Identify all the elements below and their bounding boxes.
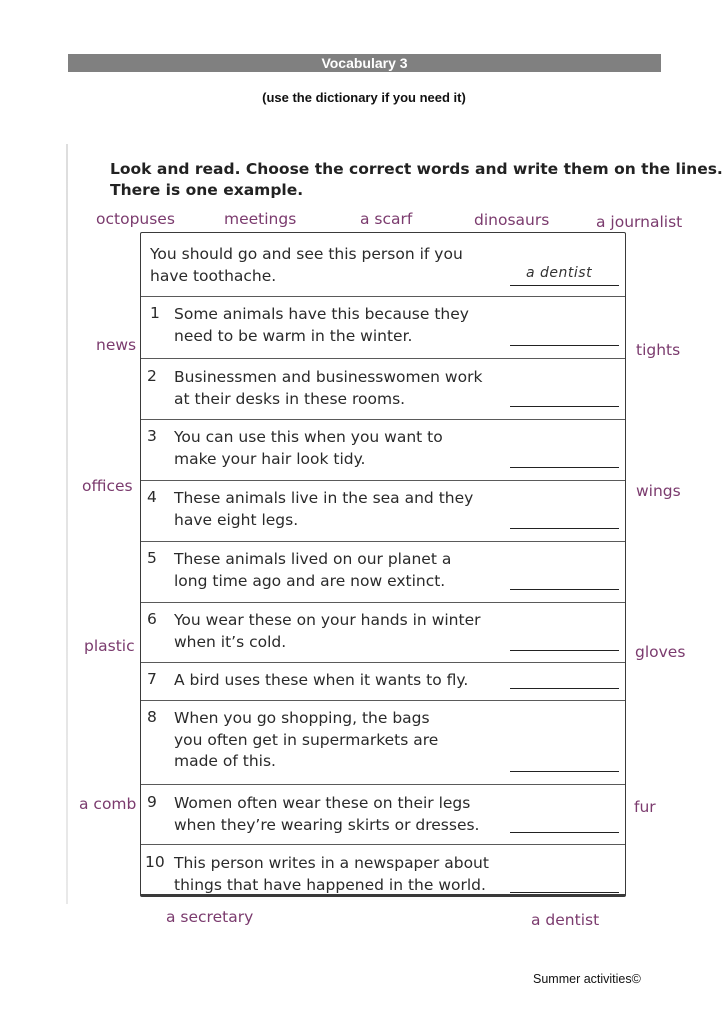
question-number: 6 <box>147 610 157 628</box>
row-divider <box>141 358 625 359</box>
example-answer-line <box>510 285 619 286</box>
word-bank-item: a secretary <box>166 908 254 926</box>
example-answer: a dentist <box>526 265 593 281</box>
answer-line[interactable] <box>510 832 619 833</box>
word-bank-item: gloves <box>635 643 686 661</box>
row-divider <box>141 541 625 542</box>
word-bank-item: octopuses <box>96 210 175 228</box>
word-bank-item: plastic <box>84 637 135 655</box>
instruction-line-2: There is one example. <box>110 181 304 199</box>
question-number: 8 <box>147 708 157 726</box>
word-bank-item: news <box>96 336 137 354</box>
question-text: These animals lived on our planet a long time ago and are now extinct. <box>174 550 452 590</box>
question-text: Women often wear these on their legs when they’re wearing skirts or dresses. <box>174 794 480 834</box>
question-text: Some animals have this because they need to be warm in the winter. <box>174 305 469 345</box>
answer-line[interactable] <box>510 771 619 772</box>
question-number: 10 <box>145 853 165 871</box>
question-number: 5 <box>147 549 157 567</box>
page-title: Vocabulary 3 <box>68 54 661 72</box>
row-divider <box>141 784 625 785</box>
question-number: 2 <box>147 367 157 385</box>
word-bank-item: a scarf <box>360 210 413 228</box>
row-divider <box>141 602 625 603</box>
question-text: When you go shopping, the bags you often get in supermarkets are made of this. <box>174 709 439 770</box>
answer-line[interactable] <box>510 406 619 407</box>
question-number: 3 <box>147 427 157 445</box>
question-text: Businessmen and businesswomen work at their desks in these rooms. <box>174 368 483 408</box>
question-number: 1 <box>150 304 160 322</box>
question-number: 7 <box>147 670 157 688</box>
question-text: You can use this when you want to make your hair look tidy. <box>174 428 443 468</box>
word-bank-item: a journalist <box>596 213 683 231</box>
question-text: These animals live in the sea and they have eight legs. <box>174 489 474 529</box>
row-divider <box>141 419 625 420</box>
word-bank-item: wings <box>636 482 681 500</box>
answer-line[interactable] <box>510 688 619 689</box>
example-question: You should go and see this person if you have toothache. <box>150 245 463 285</box>
word-bank-item: offices <box>82 477 133 495</box>
question-number: 9 <box>147 793 157 811</box>
word-bank-item: a comb <box>79 795 137 813</box>
row-divider <box>141 662 625 663</box>
row-divider <box>141 844 625 845</box>
answer-line[interactable] <box>510 589 619 590</box>
question-number: 4 <box>147 488 157 506</box>
word-bank-item: fur <box>634 798 656 816</box>
word-bank-item: dinosaurs <box>474 211 550 229</box>
scan-edge-shadow <box>66 144 68 904</box>
word-bank-item: a dentist <box>531 911 600 929</box>
answer-line[interactable] <box>510 528 619 529</box>
page-subtitle: (use the dictionary if you need it) <box>262 90 466 105</box>
answer-line[interactable] <box>510 650 619 651</box>
question-text: You wear these on your hands in winter when it’s cold. <box>174 611 481 651</box>
word-bank-item: meetings <box>224 210 297 228</box>
row-divider <box>141 700 625 701</box>
instruction-line-1: Look and read. Choose the correct words and write them on the lines. <box>110 160 723 178</box>
answer-line[interactable] <box>510 467 619 468</box>
answer-line[interactable] <box>510 892 619 893</box>
row-divider <box>141 480 625 481</box>
footer-text: Summer activities© <box>533 972 641 986</box>
question-text: A bird uses these when it wants to fly. <box>174 671 469 689</box>
word-bank-item: tights <box>636 341 681 359</box>
question-text: This person writes in a newspaper about things that have happened in the world. <box>174 854 489 894</box>
row-divider <box>141 296 625 297</box>
answer-line[interactable] <box>510 345 619 346</box>
